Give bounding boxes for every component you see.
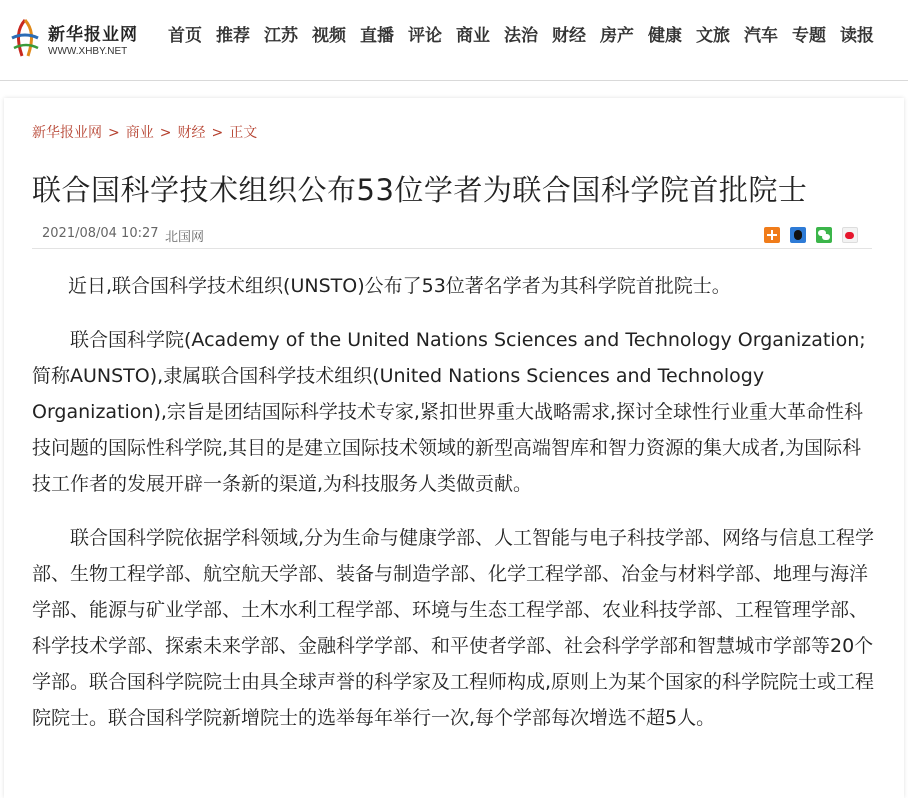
wechat-share-icon[interactable]: [816, 227, 832, 243]
article-paragraph: 联合国科学院依据学科领域,分为生命与健康学部、人工智能与电子科技学部、网络与信息工程学部、生物工程学部、航空航天学部、装备与制造学部、化学工程学部、冶金与材料学部、地理与海洋学部、能源与矿业学部、土木水利工程学部、环境与生态工程学部、农业科技学部、工程管理学部、科学技术学部、探索未来学部、金融科学学部、和平使者学部、社会科学学部和智慧城市学部等20个学部。联合国科学院院士由具全球声誉的科学家及工程师构成,原则上为某个国家的科学院院士或工程院院士。联合国科学院新增院士的选举每年举行一次,每个学部每次增选不超5人。: [32, 527, 875, 729]
breadcrumb-finance[interactable]: 财经: [177, 125, 206, 141]
plus-share-icon[interactable]: [764, 227, 780, 243]
publish-date: 2021/08/04 10:27: [42, 226, 159, 241]
weibo-share-icon[interactable]: [842, 227, 858, 243]
nav-item-video[interactable]: 视频: [312, 26, 346, 46]
nav-item-business[interactable]: 商业: [456, 26, 490, 46]
nav-item-auto[interactable]: 汽车: [744, 26, 778, 46]
nav-item-live[interactable]: 直播: [360, 26, 394, 46]
article-meta: [32, 220, 872, 249]
logo-icon: [8, 16, 42, 60]
site-logo[interactable]: [8, 14, 148, 64]
breadcrumb-separator: >: [159, 125, 172, 141]
share-bar: [754, 227, 858, 243]
nav-item-epaper[interactable]: 读报: [840, 26, 874, 46]
nav-item-home[interactable]: 首页: [168, 26, 202, 46]
logo-text-en: WWW.XHBY.NET: [48, 46, 128, 57]
breadcrumb-separator: >: [108, 125, 120, 141]
breadcrumb-home[interactable]: 新华报业网: [32, 125, 102, 141]
site-header: [0, 0, 908, 81]
nav-item-recommend[interactable]: 推荐: [216, 26, 250, 46]
article-page: [4, 98, 904, 798]
nav-item-health[interactable]: 健康: [648, 26, 682, 46]
main-nav: [168, 22, 888, 50]
article-body: [32, 268, 880, 754]
breadcrumb-business[interactable]: 商业: [125, 125, 154, 141]
article-paragraph: 近日,联合国科学技术组织(UNSTO)公布了53位著名学者为其科学院首批院士。: [68, 275, 731, 297]
article-title: 联合国科学技术组织公布53位学者为联合国科学院首批院士: [32, 173, 808, 207]
article-source: 北国网: [165, 230, 205, 245]
breadcrumb-separator: >: [211, 125, 224, 141]
article-paragraph: 联合国科学院(Academy of the United Nations Sciences and Technology Organization;简称AUNSTO),隶属联合国科学技术组织(United Nations Sciences and Technology Organization),宗旨是团结国际科学技术专家,紧扣世界重大战略需求,探讨全球性行业重大革命性科技问题的国际性科学院,其目的是建立国际技术领域的新型高端智库和智力资源的集大成者,为国际科技工作者的发展开辟一条新的渠道,为科技服务人类做贡献。: [32, 329, 866, 495]
logo-text-cn: 新华报业网: [48, 25, 138, 45]
nav-item-finance[interactable]: 财经: [552, 26, 586, 46]
nav-item-law[interactable]: 法治: [504, 26, 538, 46]
breadcrumb: [32, 122, 257, 142]
nav-item-realestate[interactable]: 房产: [600, 26, 634, 46]
nav-item-culture-travel[interactable]: 文旅: [696, 26, 730, 46]
nav-item-commentary[interactable]: 评论: [408, 26, 442, 46]
qq-share-icon[interactable]: [790, 227, 806, 243]
nav-item-topics[interactable]: 专题: [792, 26, 826, 46]
breadcrumb-current: 正文: [229, 125, 258, 141]
nav-item-jiangsu[interactable]: 江苏: [264, 26, 298, 46]
